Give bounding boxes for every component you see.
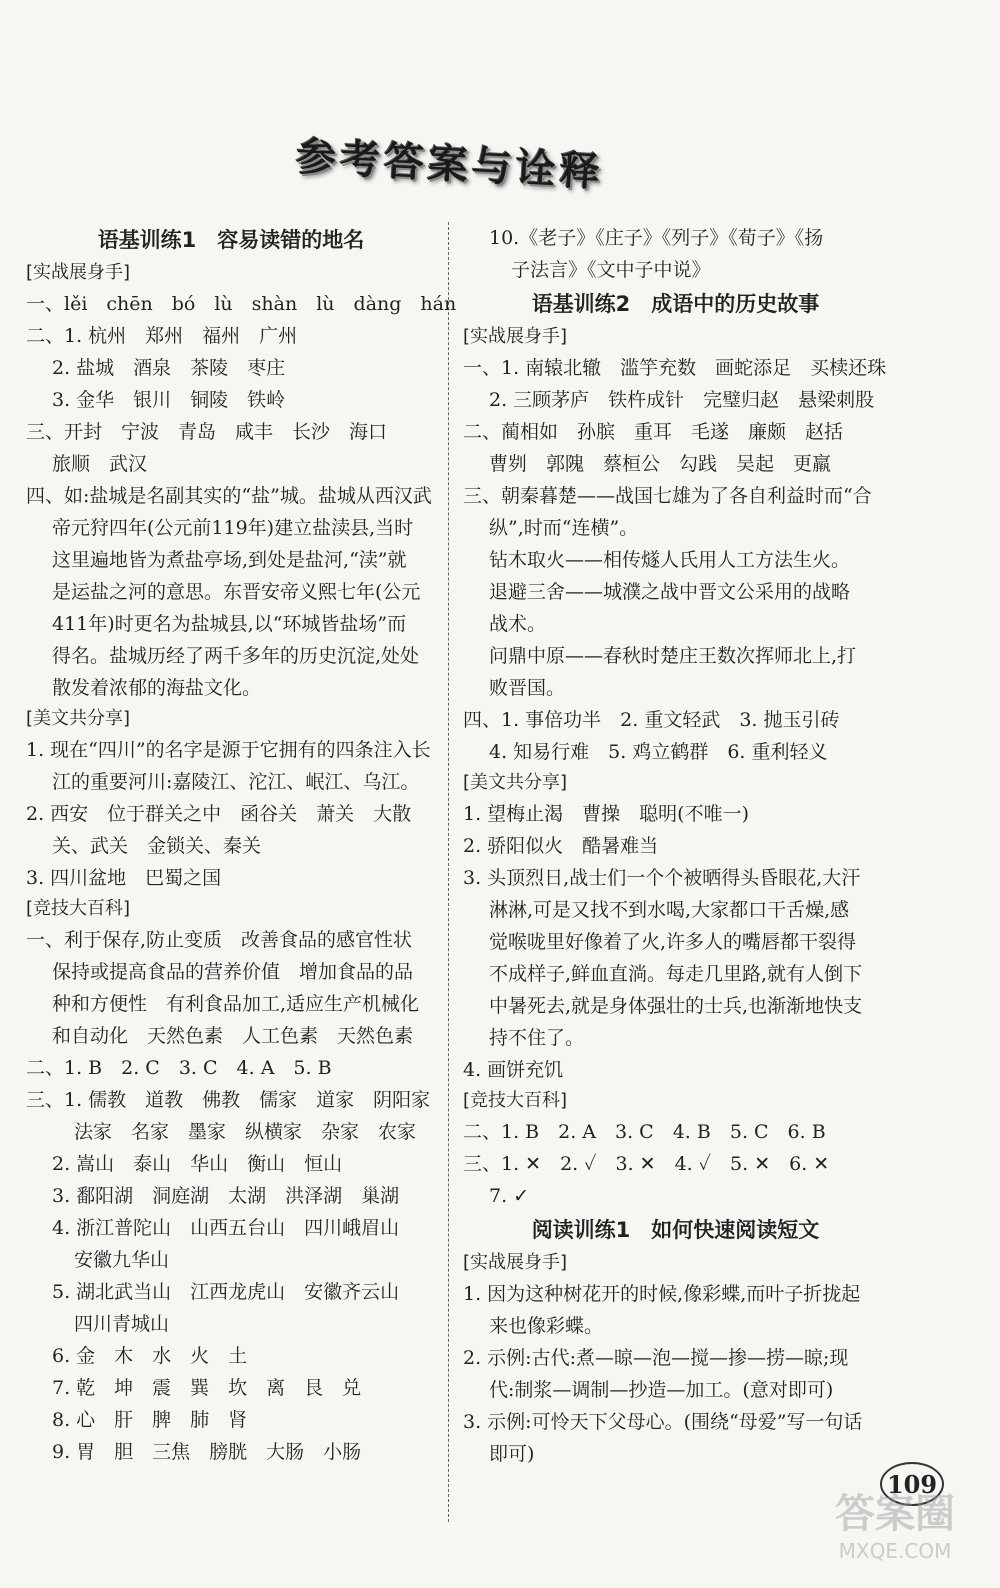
answer-line: 四、1. 事倍功半 2. 重文轻武 3. 抛玉引砖	[463, 709, 840, 731]
section-tag: [竞技大百科]	[26, 898, 131, 919]
answer-line: 3. 鄱阳湖 洞庭湖 太湖 洪泽湖 巢湖	[52, 1185, 400, 1207]
answer-line: 二、1. 杭州 郑州 福州 广州	[26, 325, 298, 347]
answer-line: 一、1. 南辕北辙 滥竽充数 画蛇添足 买椟还珠	[463, 357, 887, 379]
answer-line: 7. 乾 坤 震 巽 坎 离 艮 兑	[52, 1377, 362, 1399]
answer-line: 10.《老子》《庄子》《列子》《荀子》《扬	[489, 227, 824, 249]
answer-line: 是运盐之河的意思。东晋安帝义熙七年(公元	[52, 581, 421, 603]
answer-line: 2. 西安 位于群关之中 函谷关 萧关 大散	[26, 803, 412, 825]
answer-line: 1. 因为这种树花开的时候,像彩蝶,而叶子折拢起	[463, 1283, 861, 1305]
answer-block	[463, 222, 888, 286]
page-number: 109	[880, 1462, 944, 1506]
watermark-logo: 答案圈	[835, 1491, 955, 1537]
answer-line: 2. 骄阳似火 酷暑难当	[463, 835, 659, 857]
section-tag: [美文共分享]	[26, 708, 131, 729]
answer-line: 3. 四川盆地 巴蜀之国	[26, 867, 222, 889]
answer-line: 关、武关 金锁关、秦关	[52, 835, 262, 857]
answer-block	[26, 734, 436, 894]
answer-line: 四、如:盐城是名副其实的“盐”城。盐城从西汉武	[26, 485, 432, 507]
answer-line: 即可)	[489, 1443, 535, 1465]
answer-line: 来也像彩蝶。	[489, 1315, 604, 1337]
answer-line: 问鼎中原——春秋时楚庄王数次挥师北上,打	[489, 645, 857, 667]
answer-block	[26, 288, 457, 704]
answer-line: 3. 金华 银川 铜陵 铁岭	[52, 389, 286, 411]
answer-block	[26, 924, 436, 1468]
answer-line: 保持或提高食品的营养价值 增加食品的品	[52, 961, 414, 983]
answer-line: 觉喉咙里好像着了火,许多人的嘴唇都干裂得	[489, 931, 857, 953]
answer-line: 3. 头顶烈日,战士们一个个被晒得头昏眼花,大汗	[463, 867, 861, 889]
answer-line: 法家 名家 墨家 纵横家 杂家 农家	[74, 1121, 417, 1143]
answer-line: 败晋国。	[489, 677, 566, 699]
answer-line: 4. 画饼充饥	[463, 1059, 564, 1081]
section-title: 语基训练1 容易读错的地名	[97, 228, 365, 252]
answer-line: 三、1. ✕ 2. ✓ 3. ✕ 4. ✓ 5. ✕ 6. ✕	[463, 1153, 830, 1175]
answer-line: 帝元狩四年(公元前119年)建立盐渎县,当时	[52, 517, 414, 539]
answer-line: 和自动化 天然色素 人工色素 天然色素	[52, 1025, 414, 1047]
answer-line: 种和方便性 有利食品加工,适应生产机械化	[52, 993, 420, 1015]
section-title: 语基训练2 成语中的历史故事	[531, 292, 820, 316]
watermark	[810, 1490, 980, 1570]
answer-line: 退避三舍——城濮之战中晋文公采用的战略	[489, 581, 851, 603]
answer-line: 6. 金 木 水 火 土	[52, 1345, 248, 1367]
answer-line: 9. 胃 胆 三焦 膀胱 大肠 小肠	[52, 1441, 362, 1463]
section-tag: [实战展身手]	[463, 1252, 568, 1273]
answer-line: 一、利于保存,防止变质 改善食品的感官性状	[26, 929, 413, 951]
answer-line: 持不住了。	[489, 1027, 585, 1049]
answer-line: 代:制浆—调制—抄造—加工。(意对即可)	[489, 1379, 834, 1401]
answer-line: 钻木取火——相传燧人氏用人工方法生火。	[489, 549, 851, 571]
answer-line: 8. 心 肝 脾 肺 肾	[52, 1409, 248, 1431]
answer-line: 得名。盐城历经了两千多年的历史沉淀,处处	[52, 645, 420, 667]
answer-line: 这里遍地皆为煮盐亭场,到处是盐河,“渎”就	[52, 549, 407, 571]
answer-line: 安徽九华山	[74, 1249, 170, 1271]
answer-line: 1. 望梅止渴 曹操 聪明(不唯一)	[463, 803, 749, 825]
answer-line: 3. 示例:可怜天下父母心。(围绕“母爱”写一句话	[463, 1411, 863, 1433]
section-tag: [实战展身手]	[463, 326, 568, 347]
watermark-url: MXQE.COM	[838, 1539, 952, 1563]
answer-block	[463, 352, 888, 768]
answer-line: 411年)时更名为盐城县,以“环城皆盐场”而	[52, 613, 407, 635]
section-tag: [竞技大百科]	[463, 1090, 568, 1111]
answer-line: 三、朝秦暮楚——战国七雄为了各自利益时而“合	[463, 485, 872, 507]
answer-line: 淋淋,可是又找不到水喝,大家都口干舌燥,感	[489, 899, 850, 921]
answer-line: 不成样子,鲜血直淌。每走几里路,就有人倒下	[489, 963, 863, 985]
answer-line: 子法言》《文中子中说》	[511, 259, 711, 281]
answer-line: 三、1. 儒教 道教 佛教 儒家 道家 阴阳家	[26, 1089, 431, 1111]
answer-line: 四川青城山	[74, 1313, 170, 1335]
page-title: 参考答案与诠释	[294, 133, 605, 196]
column-divider	[448, 222, 449, 1522]
section-tag: [美文共分享]	[463, 772, 568, 793]
answer-line: 2. 盐城 酒泉 茶陵 枣庄	[52, 357, 286, 379]
answer-line: 2. 嵩山 泰山 华山 衡山 恒山	[52, 1153, 343, 1175]
section-tag: [实战展身手]	[26, 262, 131, 283]
answer-block	[463, 1116, 888, 1212]
answer-line: 散发着浓郁的海盐文化。	[52, 677, 262, 699]
answer-line: 曹刿 郭隗 蔡桓公 勾践 吴起 更羸	[489, 453, 832, 475]
answer-block	[463, 1278, 888, 1470]
answer-line: 旅顺 武汉	[52, 453, 148, 475]
answer-line: 2. 示例:古代:煮—晾—泡—搅—掺—捞—晾;现	[463, 1347, 849, 1369]
answer-line: 纵”,时而“连横”。	[489, 517, 639, 539]
answer-line: 2. 三顾茅庐 铁杵成针 完璧归赵 悬梁刺股	[489, 389, 875, 411]
answer-line: 1. 现在“四川”的名字是源于它拥有的四条注入长	[26, 739, 431, 761]
answer-line: 二、1. B 2. C 3. C 4. A 5. B	[26, 1057, 332, 1079]
answer-line: 中暑死去,就是身体强壮的士兵,也渐渐地快支	[489, 995, 863, 1017]
left-column	[26, 222, 457, 1468]
answer-block	[463, 798, 888, 1086]
right-column	[463, 222, 888, 1470]
answer-line: 江的重要河川:嘉陵江、沱江、岷江、乌江。	[52, 771, 420, 793]
answer-line: 二、1. B 2. A 3. C 4. B 5. C 6. B	[463, 1121, 826, 1143]
answer-line: 7. ✓	[489, 1185, 530, 1207]
answer-line: 一、lěi chēn bó lù shàn lù dàng hán	[26, 293, 457, 315]
answer-line: 战术。	[489, 613, 547, 635]
answer-line: 5. 湖北武当山 江西龙虎山 安徽齐云山	[52, 1281, 400, 1303]
section-title: 阅读训练1 如何快速阅读短文	[531, 1218, 820, 1242]
answer-line: 4. 浙江普陀山 山西五台山 四川峨眉山	[52, 1217, 400, 1239]
answer-line: 二、蔺相如 孙膑 重耳 毛遂 廉颇 赵括	[463, 421, 844, 443]
answer-line: 4. 知易行难 5. 鸡立鹤群 6. 重利轻义	[489, 741, 828, 763]
answer-line: 三、开封 宁波 青岛 咸丰 长沙 海口	[26, 421, 388, 443]
